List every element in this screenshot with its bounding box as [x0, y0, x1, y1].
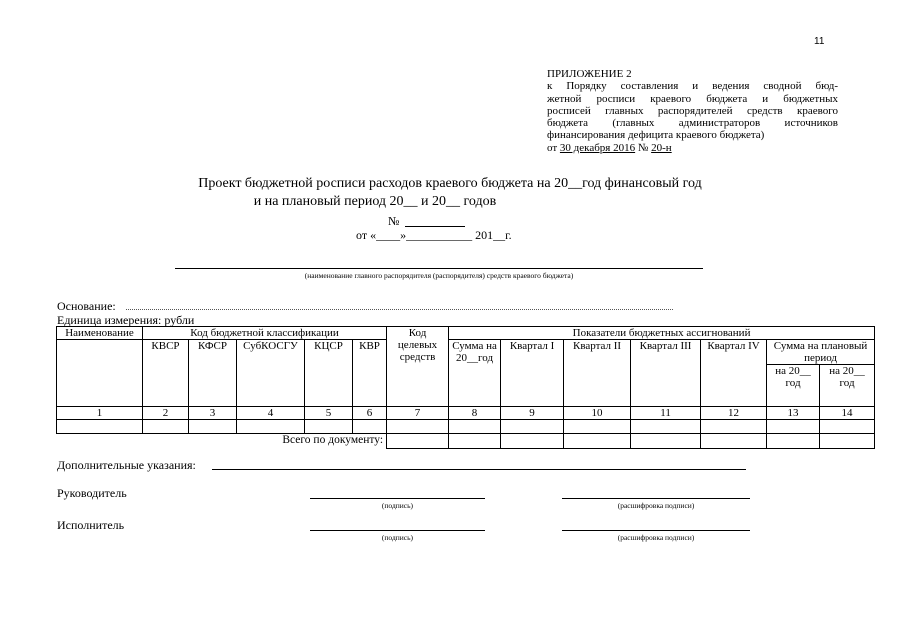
basis-label: Основание: [57, 299, 116, 313]
table-cell [237, 420, 305, 434]
column-number: 7 [387, 407, 449, 420]
appendix-number: 20-н [651, 141, 672, 154]
table-cell [189, 420, 237, 434]
appendix-line: росписей главных распорядителей средств краевого [547, 104, 838, 117]
indicators-header: Показатели бюджетных ассигнований [449, 327, 875, 340]
column-number: 8 [449, 407, 501, 420]
executor-label: Исполнитель [57, 518, 125, 532]
distributor-name-line [175, 268, 703, 269]
sum-year-header: Сумма на 20__год [449, 340, 501, 407]
table-cell [820, 420, 875, 434]
total-cell [631, 434, 701, 449]
table-cell [57, 420, 143, 434]
manager-decode-caption: (расшифровка подписи) [617, 501, 695, 510]
col-name-cell [57, 340, 143, 407]
appendix-block [547, 68, 838, 154]
executor-signature-caption: (подпись) [381, 533, 414, 542]
total-cell [449, 434, 501, 449]
appendix-line: бюджета (главных администраторов источников [547, 117, 838, 130]
table-row [57, 420, 875, 434]
planned-period-header: Сумма на плановый период [767, 340, 875, 365]
appendix-date-prefix: от [547, 141, 560, 154]
budget-table [56, 326, 875, 449]
code-header-kfsr: КФСР [189, 340, 237, 407]
total-cell [501, 434, 564, 449]
document-title: Проект бюджетной росписи расходов краевого бюджета на 20__год финансовый год [198, 176, 702, 191]
appendix-heading: ПРИЛОЖЕНИЕ 2 [547, 68, 632, 80]
quarter-1-header: Квартал I [501, 340, 564, 407]
column-number: 14 [820, 407, 875, 420]
column-number: 12 [701, 407, 767, 420]
table-cell [353, 420, 387, 434]
column-number: 4 [237, 407, 305, 420]
document-subtitle: и на плановый период 20__ и 20__ годов [253, 194, 497, 209]
distributor-name-caption: (наименование главного распорядителя (распорядителя) средств краевого бюджета) [304, 271, 574, 280]
column-number: 13 [767, 407, 820, 420]
budget-code-header: Код бюджетной классификации [143, 327, 387, 340]
extra-instructions-line [212, 469, 746, 470]
manager-decode-line [562, 498, 750, 499]
executor-decode-line [562, 530, 750, 531]
document-number-label: № [388, 214, 400, 228]
total-cell [767, 434, 820, 449]
column-number: 10 [564, 407, 631, 420]
table-cell [631, 420, 701, 434]
column-number: 9 [501, 407, 564, 420]
manager-signature-line [310, 498, 485, 499]
quarter-3-header: Квартал III [631, 340, 701, 407]
basis-line [126, 309, 673, 310]
total-cell [564, 434, 631, 449]
column-number: 2 [143, 407, 189, 420]
appendix-date: 30 декабря 2016 [559, 141, 636, 154]
table-cell [449, 420, 501, 434]
total-label: Всего по документу: [57, 434, 387, 449]
column-number: 1 [57, 407, 143, 420]
code-header-subkosgu: СубКОСГУ [237, 340, 305, 407]
page-number: 11 [814, 36, 825, 47]
appendix-number-prefix: № [635, 141, 652, 154]
total-cell [820, 434, 875, 449]
col-name-header: Наименование [57, 327, 143, 340]
table-cell [501, 420, 564, 434]
table-cell [767, 420, 820, 434]
manager-signature-caption: (подпись) [381, 501, 414, 510]
planned-year-1-header: на 20__ год [767, 365, 820, 407]
executor-signature-line [310, 530, 485, 531]
code-header-kvsr: КВСР [143, 340, 189, 407]
executor-decode-caption: (расшифровка подписи) [617, 533, 695, 542]
total-row [57, 434, 875, 449]
column-number: 6 [353, 407, 387, 420]
document-date-line: от «____»___________ 201__г. [356, 228, 512, 242]
appendix-line: финансирования дефицита краевого бюджета) [547, 129, 765, 142]
unit-label: Единица измерения: рубли [57, 313, 195, 327]
table-cell [143, 420, 189, 434]
table-cell [387, 420, 449, 434]
total-cell [701, 434, 767, 449]
column-number: 5 [305, 407, 353, 420]
document-number-line [405, 226, 465, 227]
planned-year-2-header: на 20__ год [820, 365, 875, 407]
manager-label: Руководитель [57, 486, 127, 500]
table-cell [305, 420, 353, 434]
extra-instructions-label: Дополнительные указания: [57, 458, 196, 472]
table-cell [701, 420, 767, 434]
table-cell [564, 420, 631, 434]
quarter-2-header: Квартал II [564, 340, 631, 407]
code-header-kvr: КВР [353, 340, 387, 407]
appendix-date-line [547, 142, 838, 154]
total-cell [387, 434, 449, 449]
column-number: 11 [631, 407, 701, 420]
code-header-kcsr: КЦСР [305, 340, 353, 407]
quarter-4-header: Квартал IV [701, 340, 767, 407]
column-number: 3 [189, 407, 237, 420]
appendix-line: жетной росписи краевого бюджета и бюджетных [547, 92, 838, 105]
target-funds-header: Код целевых средств [387, 327, 449, 407]
appendix-line: к Порядку составления и ведения сводной бюд- [547, 80, 838, 93]
